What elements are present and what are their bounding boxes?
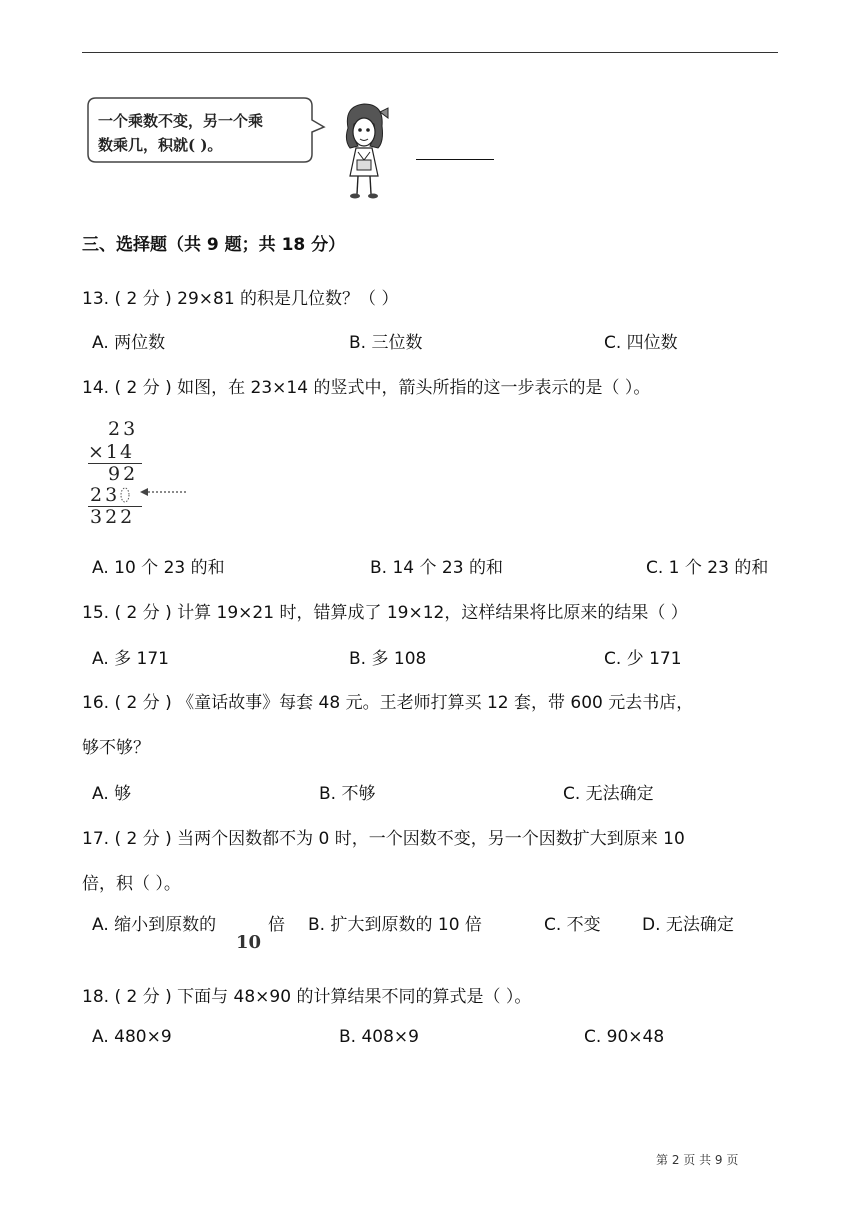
question-14-option-b: B. 14 个 23 的和 bbox=[370, 558, 503, 578]
question-16-text-line2: 够不够？ bbox=[82, 738, 150, 758]
dotted-arrow-icon bbox=[120, 484, 190, 506]
question-17-option-a: A. 缩小到原数的 bbox=[92, 915, 217, 935]
bubble-text-line1: 一个乘数不变，另一个乘 bbox=[98, 112, 264, 130]
girl-illustration-icon bbox=[330, 98, 400, 200]
question-14-option-a: A. 10 个 23 的和 bbox=[92, 558, 225, 578]
question-15-option-b: B. 多 108 bbox=[349, 649, 427, 669]
question-13-option-c: C. 四位数 bbox=[604, 333, 678, 353]
figure-row-multiplicand: 23 bbox=[108, 418, 139, 440]
question-16-option-b: B. 不够 bbox=[319, 784, 376, 804]
figure-row-product: 322 bbox=[90, 506, 136, 528]
question-14-text: 14. ( 2 分 ) 如图，在 23×14 的竖式中，箭头所指的这一步表示的是（ ）。 bbox=[82, 378, 651, 398]
question-15-option-a: A. 多 171 bbox=[92, 649, 169, 669]
question-18-text: 18. ( 2 分 ) 下面与 48×90 的计算结果不同的算式是（ ）。 bbox=[82, 987, 532, 1007]
question-17-option-a-suffix: 倍 bbox=[268, 915, 285, 935]
question-13-option-b: B. 三位数 bbox=[349, 333, 423, 353]
question-18-option-c: C. 90×48 bbox=[584, 1027, 665, 1047]
question-17-option-c: C. 不变 bbox=[544, 915, 601, 935]
question-17-option-d: D. 无法确定 bbox=[642, 915, 734, 935]
header-rule bbox=[82, 52, 778, 53]
question-18-option-b: B. 408×9 bbox=[339, 1027, 419, 1047]
speech-bubble bbox=[86, 96, 326, 166]
question-13-option-a: A. 两位数 bbox=[92, 333, 166, 353]
question-16-text-line1: 16. ( 2 分 ) 《童话故事》每套 48 元。王老师打算买 12 套，带 600 元去书店， bbox=[82, 693, 694, 713]
figure-row-partial-2: 23 bbox=[90, 484, 121, 506]
page-number: 第 2 页 共 9 页 bbox=[656, 1153, 739, 1167]
question-17-text-line1: 17. ( 2 分 ) 当两个因数都不为 0 时，一个因数不变，另一个因数扩大到原来 10 bbox=[82, 829, 685, 849]
question-16-option-c: C. 无法确定 bbox=[563, 784, 654, 804]
question-13-text: 13. ( 2 分 ) 29×81 的积是几位数？（ ） bbox=[82, 289, 399, 309]
question-14-option-c: C. 1 个 23 的和 bbox=[646, 558, 769, 578]
bubble-text-line2: 数乘几，积就( )。 bbox=[98, 136, 223, 154]
figure-row-partial-1: 92 bbox=[108, 463, 139, 485]
speech-bubble-outline-icon bbox=[86, 96, 326, 166]
question-18-option-a: A. 480×9 bbox=[92, 1027, 172, 1047]
question-17-text-line2: 倍，积（ ）。 bbox=[82, 874, 181, 894]
question-15-option-c: C. 少 171 bbox=[604, 649, 682, 669]
question-17-option-b: B. 扩大到原数的 10 倍 bbox=[308, 915, 482, 935]
section-title: 三、选择题（共 9 题；共 18 分） bbox=[82, 235, 346, 255]
figure-row-multiplier: ×14 bbox=[88, 441, 135, 463]
answer-blank-line bbox=[416, 159, 494, 160]
question-17-fraction-denominator: 10 bbox=[236, 932, 262, 953]
question-16-option-a: A. 够 bbox=[92, 784, 132, 804]
question-15-text: 15. ( 2 分 ) 计算 19×21 时，错算成了 19×12，这样结果将比原来的结果（ ） bbox=[82, 603, 688, 623]
